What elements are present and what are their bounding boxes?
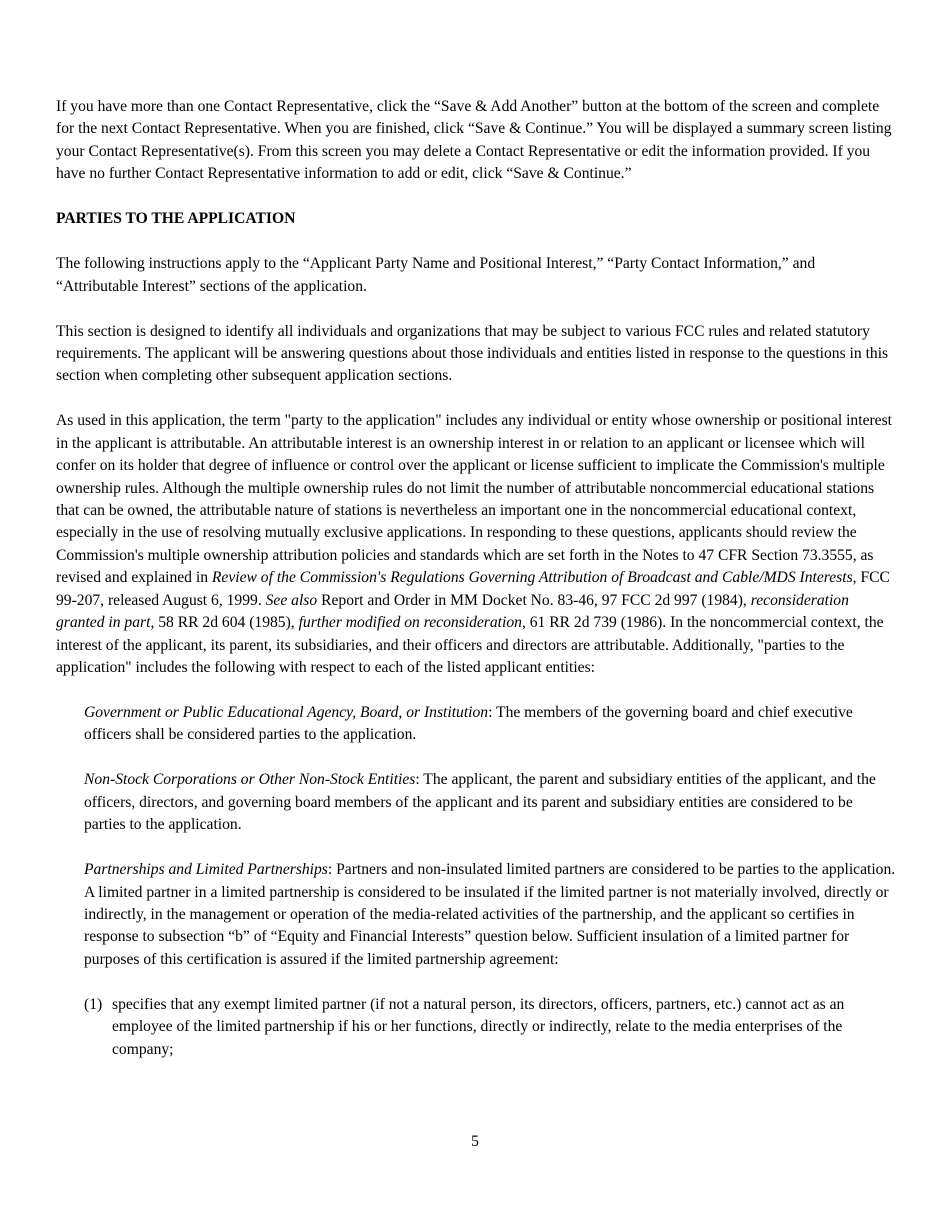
entity-text: : Partners and non-insulated limited partners are considered to be parties to the application. A limited partner in a limited partnership is considered to be insulated if the limited partner is not materially involved, directly or indirectly, in the management or operation of the media-related activities of the partnership, and the applicant so certifies in response to subsection “b” of “Equity and Financial Interests” question below. Sufficient insulation of a limited partner for purposes of this certification is assured if the limited partnership agreement: <box>84 861 896 968</box>
p3-text-4: , 58 RR 2d 604 (1985), <box>150 614 299 632</box>
p3-text-2: , FCC 99-207, released August 6, 1999. <box>56 569 890 609</box>
entity-non-stock <box>84 769 898 836</box>
section-paragraph-3 <box>56 410 898 679</box>
entity-label: Government or Public Educational Agency, Board, or Institution <box>84 703 489 721</box>
intro-paragraph: If you have more than one Contact Representative, click the “Save & Add Another” button at the bottom of the screen and complete for the next Contact Representative. When you are finished, click “Save & Continue.” You will be displayed a summary screen listing your Contact Representative(s). From this screen you may delete a Contact Representative or edit the information provided. If you have no further Contact Representative information to add or edit, click “Save & Continue.” <box>56 98 892 183</box>
entity-label: Non-Stock Corporations or Other Non-Stock Entities <box>84 771 416 789</box>
entity-text: : The applicant, the parent and subsidiary entities of the applicant, and the officers, directors, and governing board members of the applicant and its parent and subsidiary entities are considered to be parties to the application. <box>84 771 876 834</box>
list-item <box>56 994 898 1061</box>
p3-text-3: Report and Order in MM Docket No. 83-46, 97 FCC 2d 997 (1984), <box>317 591 751 609</box>
section-paragraph-2: This section is designed to identify all individuals and organizations that may be subject to various FCC rules and related statutory requirements. The applicant will be answering questions about those individuals and entities listed in response to the questions in this section when completing other subsequent application sections. <box>56 322 889 385</box>
p3-text-5: , 61 RR 2d 739 (1986). In the noncommercial context, the interest of the applicant, its parent, its subsidiaries, and their officers and directors are attributable. Additionally, "parties to the application" includes the following with respect to each of the listed applicant entities: <box>56 614 884 676</box>
list-number: (1) <box>84 995 103 1013</box>
p3-reconsideration: reconsideration granted in part <box>56 591 849 632</box>
entity-text: : The members of the governing board and chief executive officers shall be considered parties to the application. <box>84 703 853 744</box>
document-page <box>56 96 898 1061</box>
entity-government <box>84 702 898 747</box>
page-number: 5 <box>471 1133 479 1150</box>
p3-text-1: As used in this application, the term "party to the application" includes any individual or entity whose ownership or positional interest in the applicant is attributable. An attributable interest is an ownership interest in or relation to an applicant or licensee which will confer on its holder that degree of influence or control over the applicant or license sufficient to implicate the Commission's multiple ownership rules. Although the multiple ownership rules do not limit the number of attributable noncommercial educational stations that can be owned, the attributable nature of stations is nevertheless an important one in the noncommercial educational context, especially in the use of resolving mutually exclusive applications. In responding to these questions, applicants should review the Commission's multiple ownership attribution policies and standards which are set forth in the Notes to 47 CFR Section 73.3555, as revised and explained in <box>56 412 893 587</box>
entity-label: Partnerships and Limited Partnerships <box>84 861 328 879</box>
section-paragraph-1: The following instructions apply to the “Applicant Party Name and Positional Interest,” “Party Contact Information,” and “Attributable Interest” sections of the application. <box>56 255 816 295</box>
p3-see-also: See also <box>265 591 318 609</box>
p3-further-modified: further modified on reconsideration <box>298 614 522 632</box>
list-text: specifies that any exempt limited partner (if not a natural person, its directors, officers, partners, etc.) cannot act as an employee of the limited partnership if his or her functions, directly or indirectly, relate to the media enterprises of the company; <box>112 995 845 1058</box>
section-heading: PARTIES TO THE APPLICATION <box>56 210 296 228</box>
p3-citation-review: Review of the Commission's Regulations Governing Attribution of Broadcast and Cable/MDS Interests <box>211 569 853 587</box>
entity-partnerships <box>84 859 898 971</box>
